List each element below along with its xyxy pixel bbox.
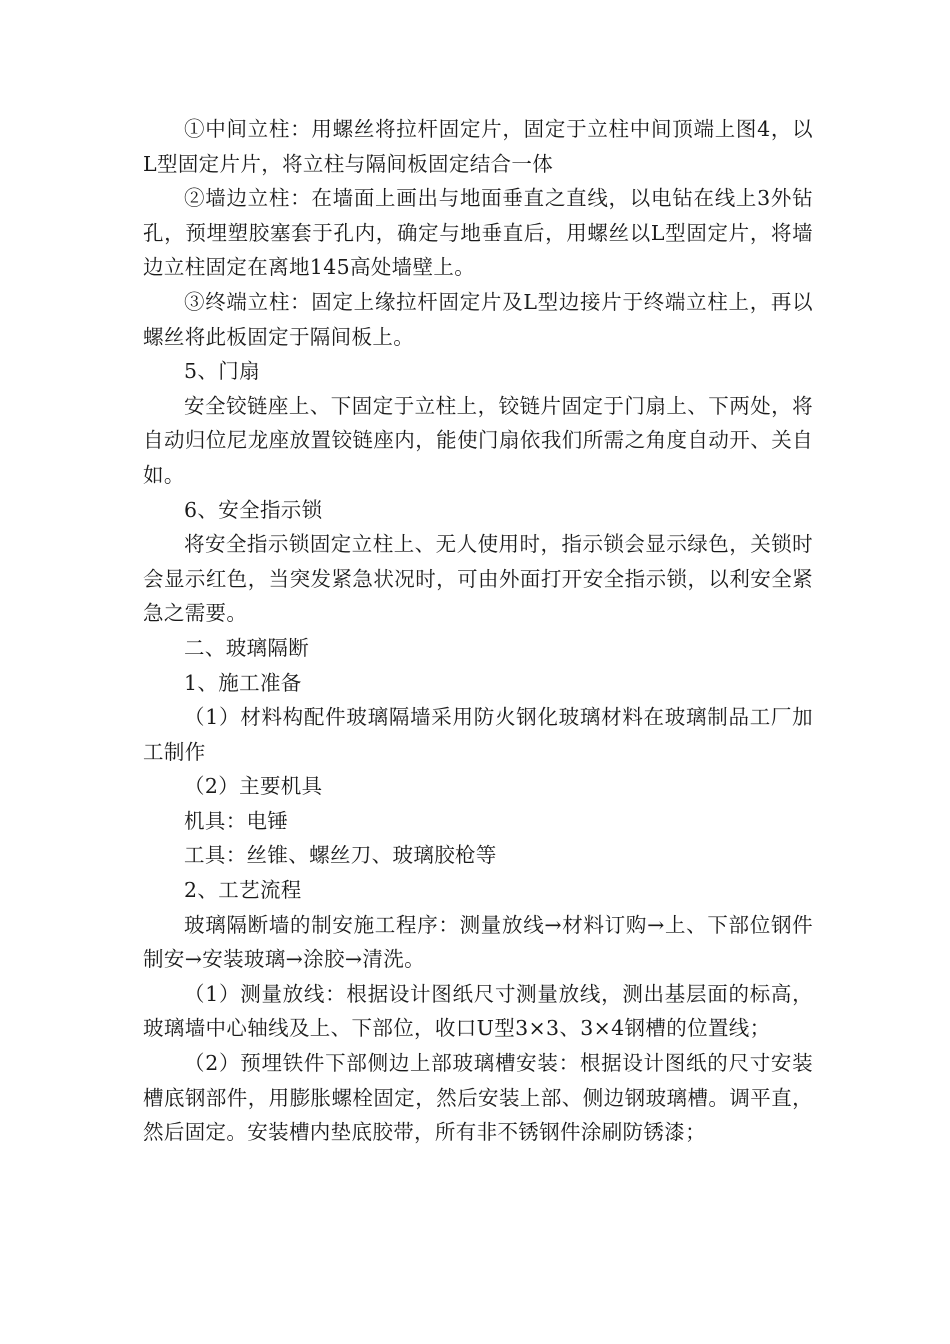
heading-door-leaf: 5、门扇	[184, 359, 260, 384]
paragraph-middle-post: ①中间立柱：用螺丝将拉杆固定片，固定于立柱中间顶端上图4，以L型固定片片，将立柱与隔间板固定结合一体	[143, 117, 813, 176]
heading-construction-prep: 1、施工准备	[184, 670, 302, 695]
paragraph-measuring: （1）测量放线：根据设计图纸尺寸测量放线，测出基层面的标高，玻璃墙中心轴线及上、下部位，收口U型3×3、3×4钢槽的位置线；	[143, 981, 813, 1041]
document-body	[143, 112, 813, 1150]
paragraph-embedded-parts: （2）预埋铁件下部侧边上部玻璃槽安装：根据设计图纸的尺寸安装槽底钢部件，用膨胀螺栓固定，然后安装上部、侧边钢玻璃槽。调平直，然后固定。安装槽内垫底胶带，所有非不锈钢件涂刷防锈漆；	[143, 1051, 813, 1145]
paragraph-process-sequence: 玻璃隔断墙的制安施工程序：测量放线→材料订购→上、下部位钢件制安→安装玻璃→涂胶→清洗。	[143, 912, 813, 972]
paragraph-safety-lock: 将安全指示锁固定立柱上、无人使用时，指示锁会显示绿色，关锁时会显示红色，当突发紧急状况时，可由外面打开安全指示锁，以利安全紧急之需要。	[143, 532, 813, 626]
paragraph-end-post: ③终端立柱：固定上缘拉杆固定片及L型边接片于终端立柱上，再以螺丝将此板固定于隔间板上。	[143, 289, 813, 349]
heading-process-flow: 2、工艺流程	[184, 878, 302, 903]
paragraph-materials: （1）材料构配件玻璃隔墙采用防火钢化玻璃材料在玻璃制品工厂加工制作	[143, 705, 813, 764]
heading-main-tools: （2）主要机具	[184, 774, 323, 799]
heading-glass-partition: 二、玻璃隔断	[184, 635, 310, 660]
paragraph-door-leaf: 安全铰链座上、下固定于立柱上，铰链片固定于门扇上、下两处，将自动归位尼龙座放置铰链座内，能使门扇依我们所需之角度自动开、关自如。	[143, 393, 813, 487]
paragraph-wall-post: ②墙边立柱：在墙面上画出与地面垂直之直线，以电钻在线上3外钻孔，预埋塑胶塞套于孔内，确定与地垂直后，用螺丝以L型固定片，将墙边立柱固定在离地145高处墙壁上。	[143, 186, 813, 280]
paragraph-machinery: 机具：电锤	[184, 808, 289, 833]
heading-safety-lock: 6、安全指示锁	[184, 497, 323, 522]
paragraph-tools: 工具：丝锥、螺丝刀、玻璃胶枪等	[184, 843, 497, 868]
